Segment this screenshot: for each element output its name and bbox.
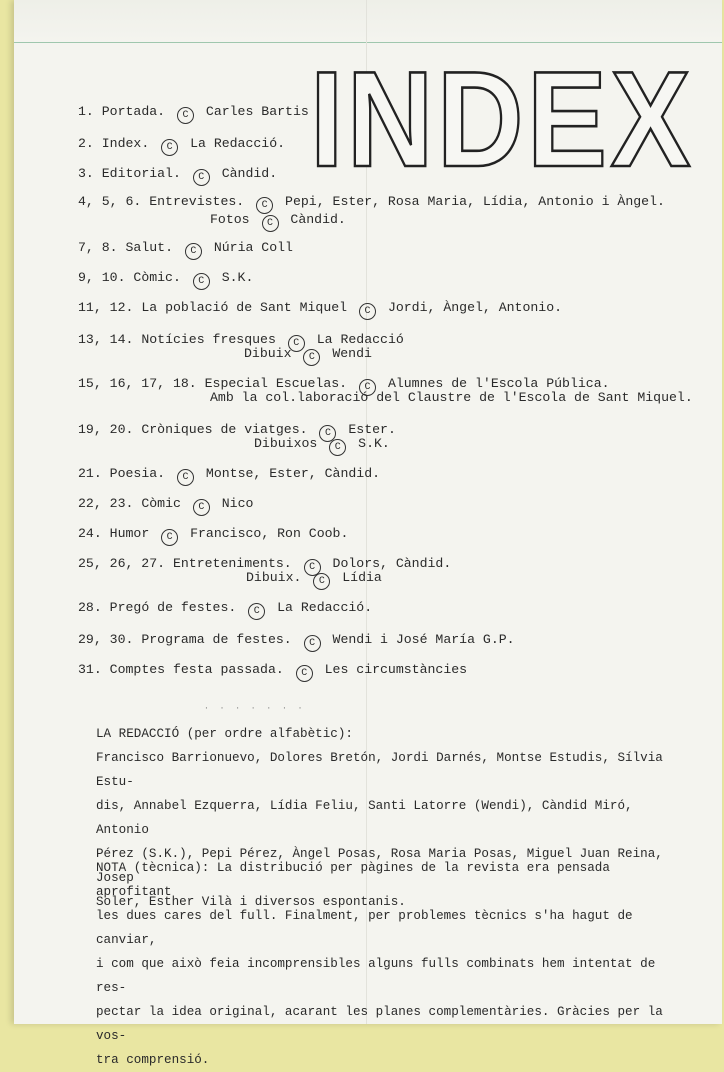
entry-12 (78, 496, 253, 516)
entry-credit: Càndid. (221, 166, 278, 181)
copyright-icon: C (161, 139, 178, 156)
entry-section: Entreteniments. (172, 556, 292, 571)
copyright-icon: C (319, 425, 336, 442)
entry-sub-credit: Càndid. (290, 212, 346, 227)
entry-sub-credit: Lídia (342, 570, 382, 585)
entry-section: La població de Sant Miquel (141, 300, 348, 315)
entry-sub-label: Dibuix. (246, 570, 302, 585)
entry-pages: 28. (78, 600, 102, 615)
entry-16 (78, 632, 515, 652)
entry-pages: 22, 23. (78, 496, 134, 511)
entry-sub-credit: Wendi (332, 346, 372, 361)
nota-line: NOTA (tècnica): La distribució per pàgines de la revista era pensada aprofitant (96, 861, 610, 899)
copyright-icon: C (177, 469, 194, 486)
entry-credit: Núria Coll (213, 240, 293, 255)
index-title-text: INDEX (310, 43, 694, 195)
nota-section (96, 856, 686, 1072)
copyright-icon: C (248, 603, 265, 620)
copyright-icon: C (359, 303, 376, 320)
entry-pages: 2. (78, 136, 94, 151)
copyright-icon: C (177, 107, 194, 124)
entry-section: Cròniques de viatges. (141, 422, 308, 437)
copyright-icon: C (193, 169, 210, 186)
entry-1 (78, 104, 309, 124)
entry-credit: La Redacció. (190, 136, 286, 151)
entry-pages: 15, 16, 17, 18. (78, 376, 197, 391)
copyright-icon: C (303, 349, 320, 366)
entry-4-sub (210, 212, 346, 232)
redaccio-heading: LA REDACCIÓ (per ordre alfabètic): (96, 727, 353, 741)
redaccio-line: Soler, Esther Vilà i diversos espontanis. (96, 895, 406, 909)
entry-section: Portada. (101, 104, 166, 119)
entry-pages: 31. (78, 662, 102, 677)
entry-pages: 4, 5, 6. (78, 194, 142, 209)
entry-5 (78, 240, 293, 260)
entry-credit: S.K. (221, 270, 254, 285)
entry-9-extra (210, 390, 693, 405)
entry-section: Pregó de festes. (109, 600, 237, 615)
entry-4 (78, 194, 665, 214)
entry-pages: 11, 12. (78, 300, 134, 315)
entry-credit: Wendi i José María G.P. (332, 632, 515, 647)
entry-pages: 1. (78, 104, 94, 119)
entry-pages: 13, 14. (78, 332, 134, 347)
copyright-icon: C (329, 439, 346, 456)
entry-credit: La Redacció (316, 332, 404, 347)
entry-credit: Ester. (348, 422, 396, 437)
entry-section: Humor (109, 526, 150, 541)
entry-pages: 3. (78, 166, 94, 181)
entry-credit: La Redacció. (277, 600, 373, 615)
copyright-icon: C (262, 215, 279, 232)
entry-pages: 25, 26, 27. (78, 556, 166, 571)
index-title-lettering (306, 43, 698, 195)
entry-credit: Carles Bartis (205, 104, 309, 119)
copyright-icon: C (161, 529, 178, 546)
copyright-icon: C (304, 635, 321, 652)
redaccio-line: Francisco Barrionuevo, Dolores Bretón, Jordi Darnés, Montse Estudis, Sílvia Estu- (96, 751, 663, 789)
entry-extra-credit: Amb la col.laboració del Claustre de l'Escola de Sant Miquel. (210, 390, 693, 405)
entry-credit: Dolors, Càndid. (332, 556, 452, 571)
entry-section: Entrevistes. (149, 194, 245, 209)
copyright-icon: C (359, 379, 376, 396)
entry-sub-label: Fotos (210, 212, 250, 227)
copyright-icon: C (313, 573, 330, 590)
copyright-icon: C (304, 559, 321, 576)
entry-credit: Alumnes de l'Escola Pública. (387, 376, 610, 391)
entry-14-sub (246, 570, 382, 590)
entry-10-sub (254, 436, 390, 456)
entry-3 (78, 166, 277, 186)
copyright-icon: C (185, 243, 202, 260)
copyright-icon: C (193, 273, 210, 290)
entry-sub-label: Dibuixos (254, 436, 318, 451)
entry-section: Còmic. (133, 270, 181, 285)
copyright-icon: C (288, 335, 305, 352)
entry-pages: 19, 20. (78, 422, 134, 437)
nota-line: tra comprensió. (96, 1053, 210, 1067)
entry-6 (78, 270, 253, 290)
entry-section: Especial Escuelas. (204, 376, 348, 391)
entry-sub-label: Dibuix (244, 346, 292, 361)
entry-credit: Nico (221, 496, 254, 511)
index-title (306, 43, 698, 195)
entry-17 (78, 662, 467, 682)
entry-credit: Jordi, Àngel, Antonio. (387, 300, 563, 315)
entry-section: Programa de festes. (141, 632, 292, 647)
redaccio-line: Pérez (S.K.), Pepi Pérez, Àngel Posas, Rosa Maria Posas, Miguel Juan Reina, Josep (96, 847, 663, 885)
entry-8-sub (244, 346, 372, 366)
copyright-icon: C (193, 499, 210, 516)
copyright-icon: C (256, 197, 273, 214)
document-page (14, 0, 722, 1067)
nota-line: pectar la idea original, acarant les planes complementàries. Gràcies per la vos- (96, 1005, 663, 1043)
entry-section: Salut. (125, 240, 173, 255)
entry-credit: Les circumstàncies (324, 662, 468, 677)
entry-pages: 24. (78, 526, 102, 541)
entry-pages: 7, 8. (78, 240, 118, 255)
entry-credit: Montse, Ester, Càndid. (205, 466, 381, 481)
entry-15 (78, 600, 372, 620)
entry-section: Notícies fresques (141, 332, 276, 347)
entry-section: Editorial. (101, 166, 181, 181)
entry-2 (78, 136, 285, 156)
entry-section: Poesia. (109, 466, 166, 481)
entry-13 (78, 526, 348, 546)
nota-line: i com que això feia incomprensibles alguns fulls combinats hem intentat de res- (96, 957, 656, 995)
entry-11 (78, 466, 380, 486)
entry-section: Index. (101, 136, 150, 151)
entry-section: Comptes festa passada. (109, 662, 284, 677)
entry-pages: 9, 10. (78, 270, 126, 285)
redaccio-line: dis, Annabel Ezquerra, Lídia Feliu, Santi Latorre (Wendi), Càndid Miró, Antonio (96, 799, 633, 837)
entry-section: Còmic (141, 496, 181, 511)
entry-credit: Pepi, Ester, Rosa Maria, Lídia, Antonio i Àngel. (285, 194, 665, 209)
nota-line: les dues cares del full. Finalment, per problemes tècnics s'ha hagut de canviar, (96, 909, 633, 947)
entry-sub-credit: S.K. (358, 436, 390, 451)
entry-credit: Francisco, Ron Coob. (190, 526, 349, 541)
copyright-icon: C (296, 665, 313, 682)
entry-pages: 29, 30. (78, 632, 134, 647)
entry-pages: 21. (78, 466, 102, 481)
decorative-dots: · · · · · · · (204, 704, 306, 713)
entry-7 (78, 300, 562, 320)
